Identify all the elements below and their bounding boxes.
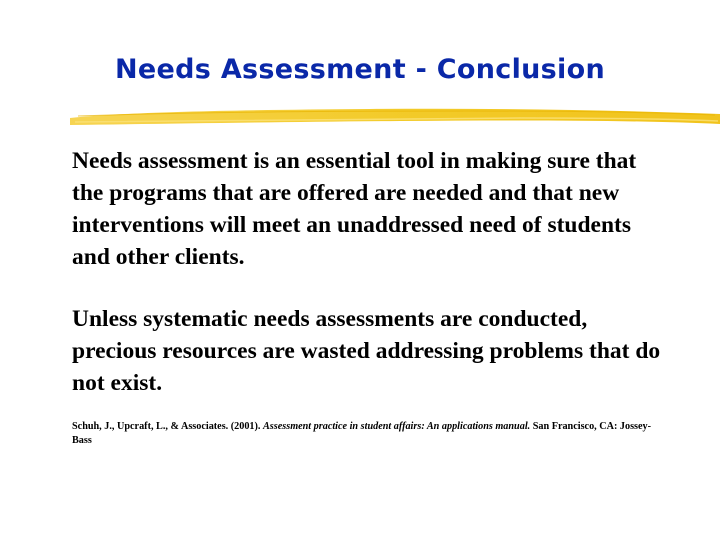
paragraph-needs-assessment-tool: Needs assessment is an essential tool in making sure that the programs that are offered are needed and that new interventions will meet an unaddressed need of students and other clients. — [72, 148, 637, 270]
citation — [72, 420, 662, 448]
slide-title: Needs Assessment - Conclusion — [115, 54, 605, 85]
citation-authors: Schuh, J., Upcraft, L., & Associates. (2001). — [72, 421, 261, 432]
citation-publisher: San Francisco, CA: Jossey-Bass — [72, 421, 652, 446]
title-underline-bar — [70, 100, 720, 134]
paragraph-systematic-assessments: Unless systematic needs assessments are conducted, precious resources are wasted addressing problems that do not exist. — [72, 306, 661, 396]
citation-work-title: Assessment practice in student affairs: An applications manual. — [263, 421, 531, 432]
